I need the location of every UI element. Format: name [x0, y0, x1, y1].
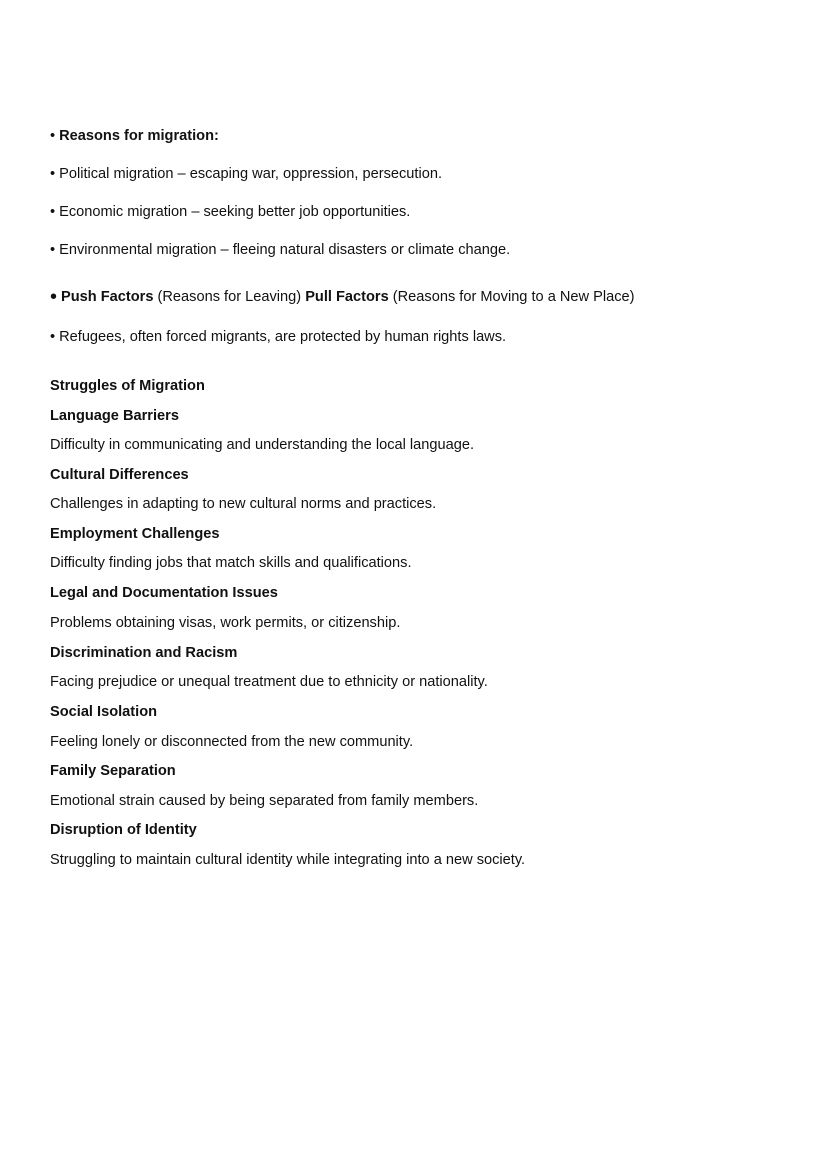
- struggle-heading: Social Isolation: [50, 704, 158, 720]
- struggle-description: Problems obtaining visas, work permits, or citizenship.: [50, 615, 401, 631]
- struggle-heading: Language Barriers: [50, 408, 179, 424]
- struggle-heading: Disruption of Identity: [50, 822, 197, 838]
- struggles-title: Struggles of Migration: [50, 378, 205, 394]
- struggle-description: Feeling lonely or disconnected from the new community.: [50, 734, 414, 750]
- bullet-icon: •: [50, 242, 56, 258]
- push-factors-desc: (Reasons for Leaving): [157, 289, 302, 305]
- bullet-icon: •: [50, 204, 56, 220]
- struggle-heading: Family Separation: [50, 763, 176, 779]
- environmental-text: Environmental migration – fleeing natural disasters or climate change.: [59, 242, 511, 258]
- struggle-description: Facing prejudice or unequal treatment due to ethnicity or nationality.: [50, 674, 488, 690]
- reasons-heading-text: Reasons for migration:: [59, 128, 219, 144]
- political-text: Political migration – escaping war, oppression, persecution.: [59, 166, 442, 182]
- economic-text: Economic migration – seeking better job opportunities.: [59, 204, 411, 220]
- struggle-description: Challenges in adapting to new cultural norms and practices.: [50, 496, 437, 512]
- bullet-icon: •: [50, 128, 56, 144]
- struggle-heading: Cultural Differences: [50, 467, 189, 483]
- struggle-heading: Employment Challenges: [50, 526, 220, 542]
- bullet-icon: •: [50, 286, 58, 308]
- pull-factors-desc: (Reasons for Moving to a New Place): [392, 289, 635, 305]
- struggle-heading: Discrimination and Racism: [50, 645, 238, 661]
- struggle-heading: Legal and Documentation Issues: [50, 585, 278, 601]
- bullet-icon: •: [50, 166, 56, 182]
- struggle-description: Emotional strain caused by being separated from family members.: [50, 793, 479, 809]
- refugees-text: Refugees, often forced migrants, are protected by human rights laws.: [59, 329, 507, 345]
- pull-factors-label: Pull Factors: [305, 289, 389, 305]
- bullet-reasons-heading: [50, 127, 219, 145]
- struggle-description: Struggling to maintain cultural identity while integrating into a new society.: [50, 852, 526, 868]
- bullet-push-pull: [50, 286, 635, 306]
- bullet-icon: •: [50, 329, 56, 345]
- struggle-description: Difficulty finding jobs that match skills and qualifications.: [50, 555, 412, 571]
- bullet-refugees: [50, 328, 506, 346]
- bullet-economic: [50, 203, 410, 221]
- push-factors-label: Push Factors: [61, 289, 154, 305]
- struggle-description: Difficulty in communicating and understanding the local language.: [50, 437, 475, 453]
- bullet-political: [50, 165, 442, 183]
- bullet-environmental: [50, 241, 510, 259]
